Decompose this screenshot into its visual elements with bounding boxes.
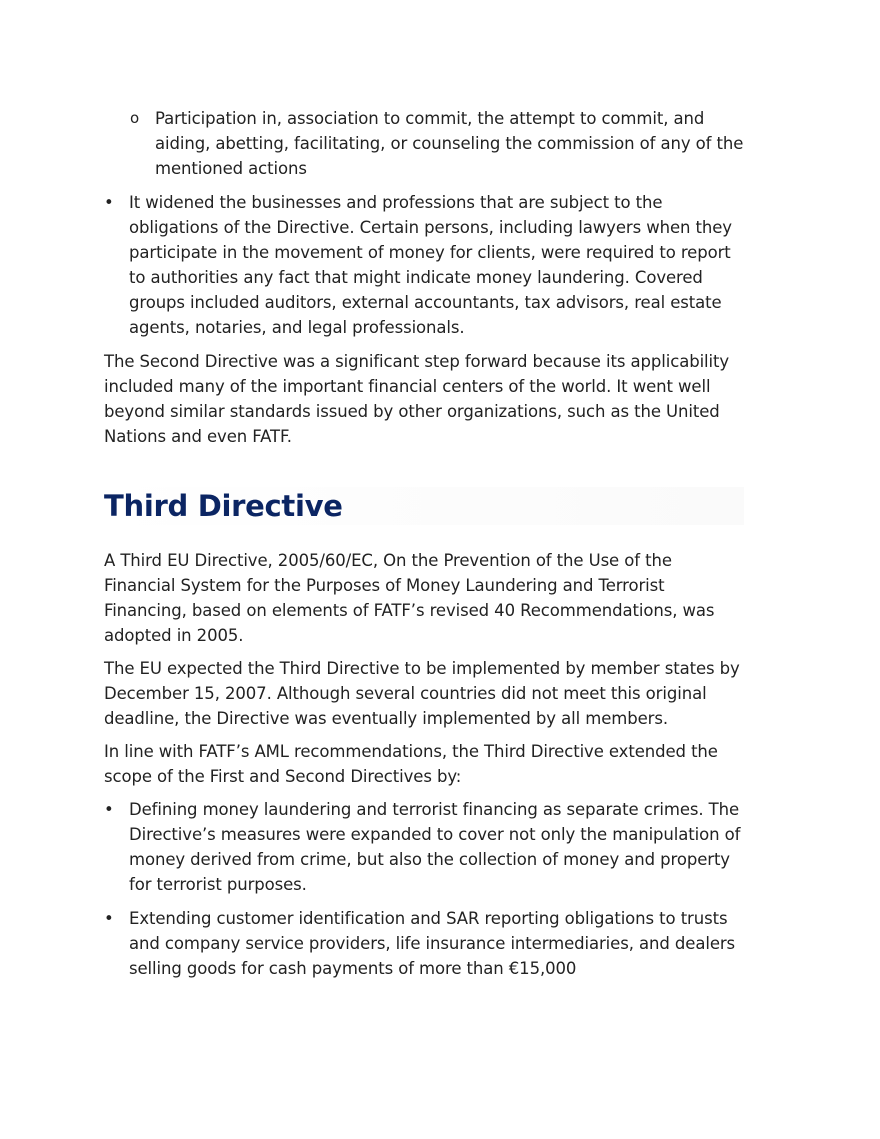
paragraph-third-scope: In line with FATF’s AML recommendations, the Third Directive extended the scope of the First and Second Directives by: [104, 742, 718, 786]
list-item [104, 906, 744, 981]
list-item-text: Extending customer identification and SAR reporting obligations to trusts and company service providers, life insurance intermediaries, and dealers selling goods for cash payments of more than €15,000 [129, 909, 736, 978]
paragraph-third-implementation: The EU expected the Third Directive to be implemented by member states by December 15, 2007. Although several countries did not meet this original deadline, the Directive was eventually implemented by all members. [104, 659, 740, 728]
bullet-icon: • [104, 193, 114, 212]
bullet-icon: • [104, 800, 114, 819]
paragraph-third-intro: A Third EU Directive, 2005/60/EC, On the Prevention of the Use of the Financial System for the Purposes of Money Laundering and Terrorist Financing, based on elements of FATF’s revised 40 Recommendations, was adopted in 2005. [104, 551, 715, 645]
sub-list-item [104, 106, 744, 181]
section-heading: Third Directive [104, 487, 744, 525]
paragraph-second-directive: The Second Directive was a significant step forward because its applicability included many of the important financial centers of the world. It went well beyond similar standards issued by other organizations, such as the United Nations and even FATF. [104, 352, 730, 446]
list-item-text: It widened the businesses and professions that are subject to the obligations of the Directive. Certain persons, including lawyers when they participate in the movement of money for clients, were required to report to authorities any fact that might indicate money laundering. Covered groups included auditors, external accountants, tax advisors, real estate agents, notaries, and legal professionals. [129, 193, 732, 337]
list-item [104, 797, 744, 897]
document-page [104, 106, 744, 990]
sub-list-item-text: Participation in, association to commit, the attempt to commit, and aiding, abetting, facilitating, or counseling the commission of any of the mentioned actions [155, 109, 744, 178]
circle-bullet-icon: o [130, 109, 140, 127]
bullet-icon: • [104, 909, 114, 928]
list-item [104, 190, 744, 340]
list-item-text: Defining money laundering and terrorist financing as separate crimes. The Directive’s measures were expanded to cover not only the manipulation of money derived from crime, but also the collection of money and property for terrorist purposes. [129, 800, 741, 894]
